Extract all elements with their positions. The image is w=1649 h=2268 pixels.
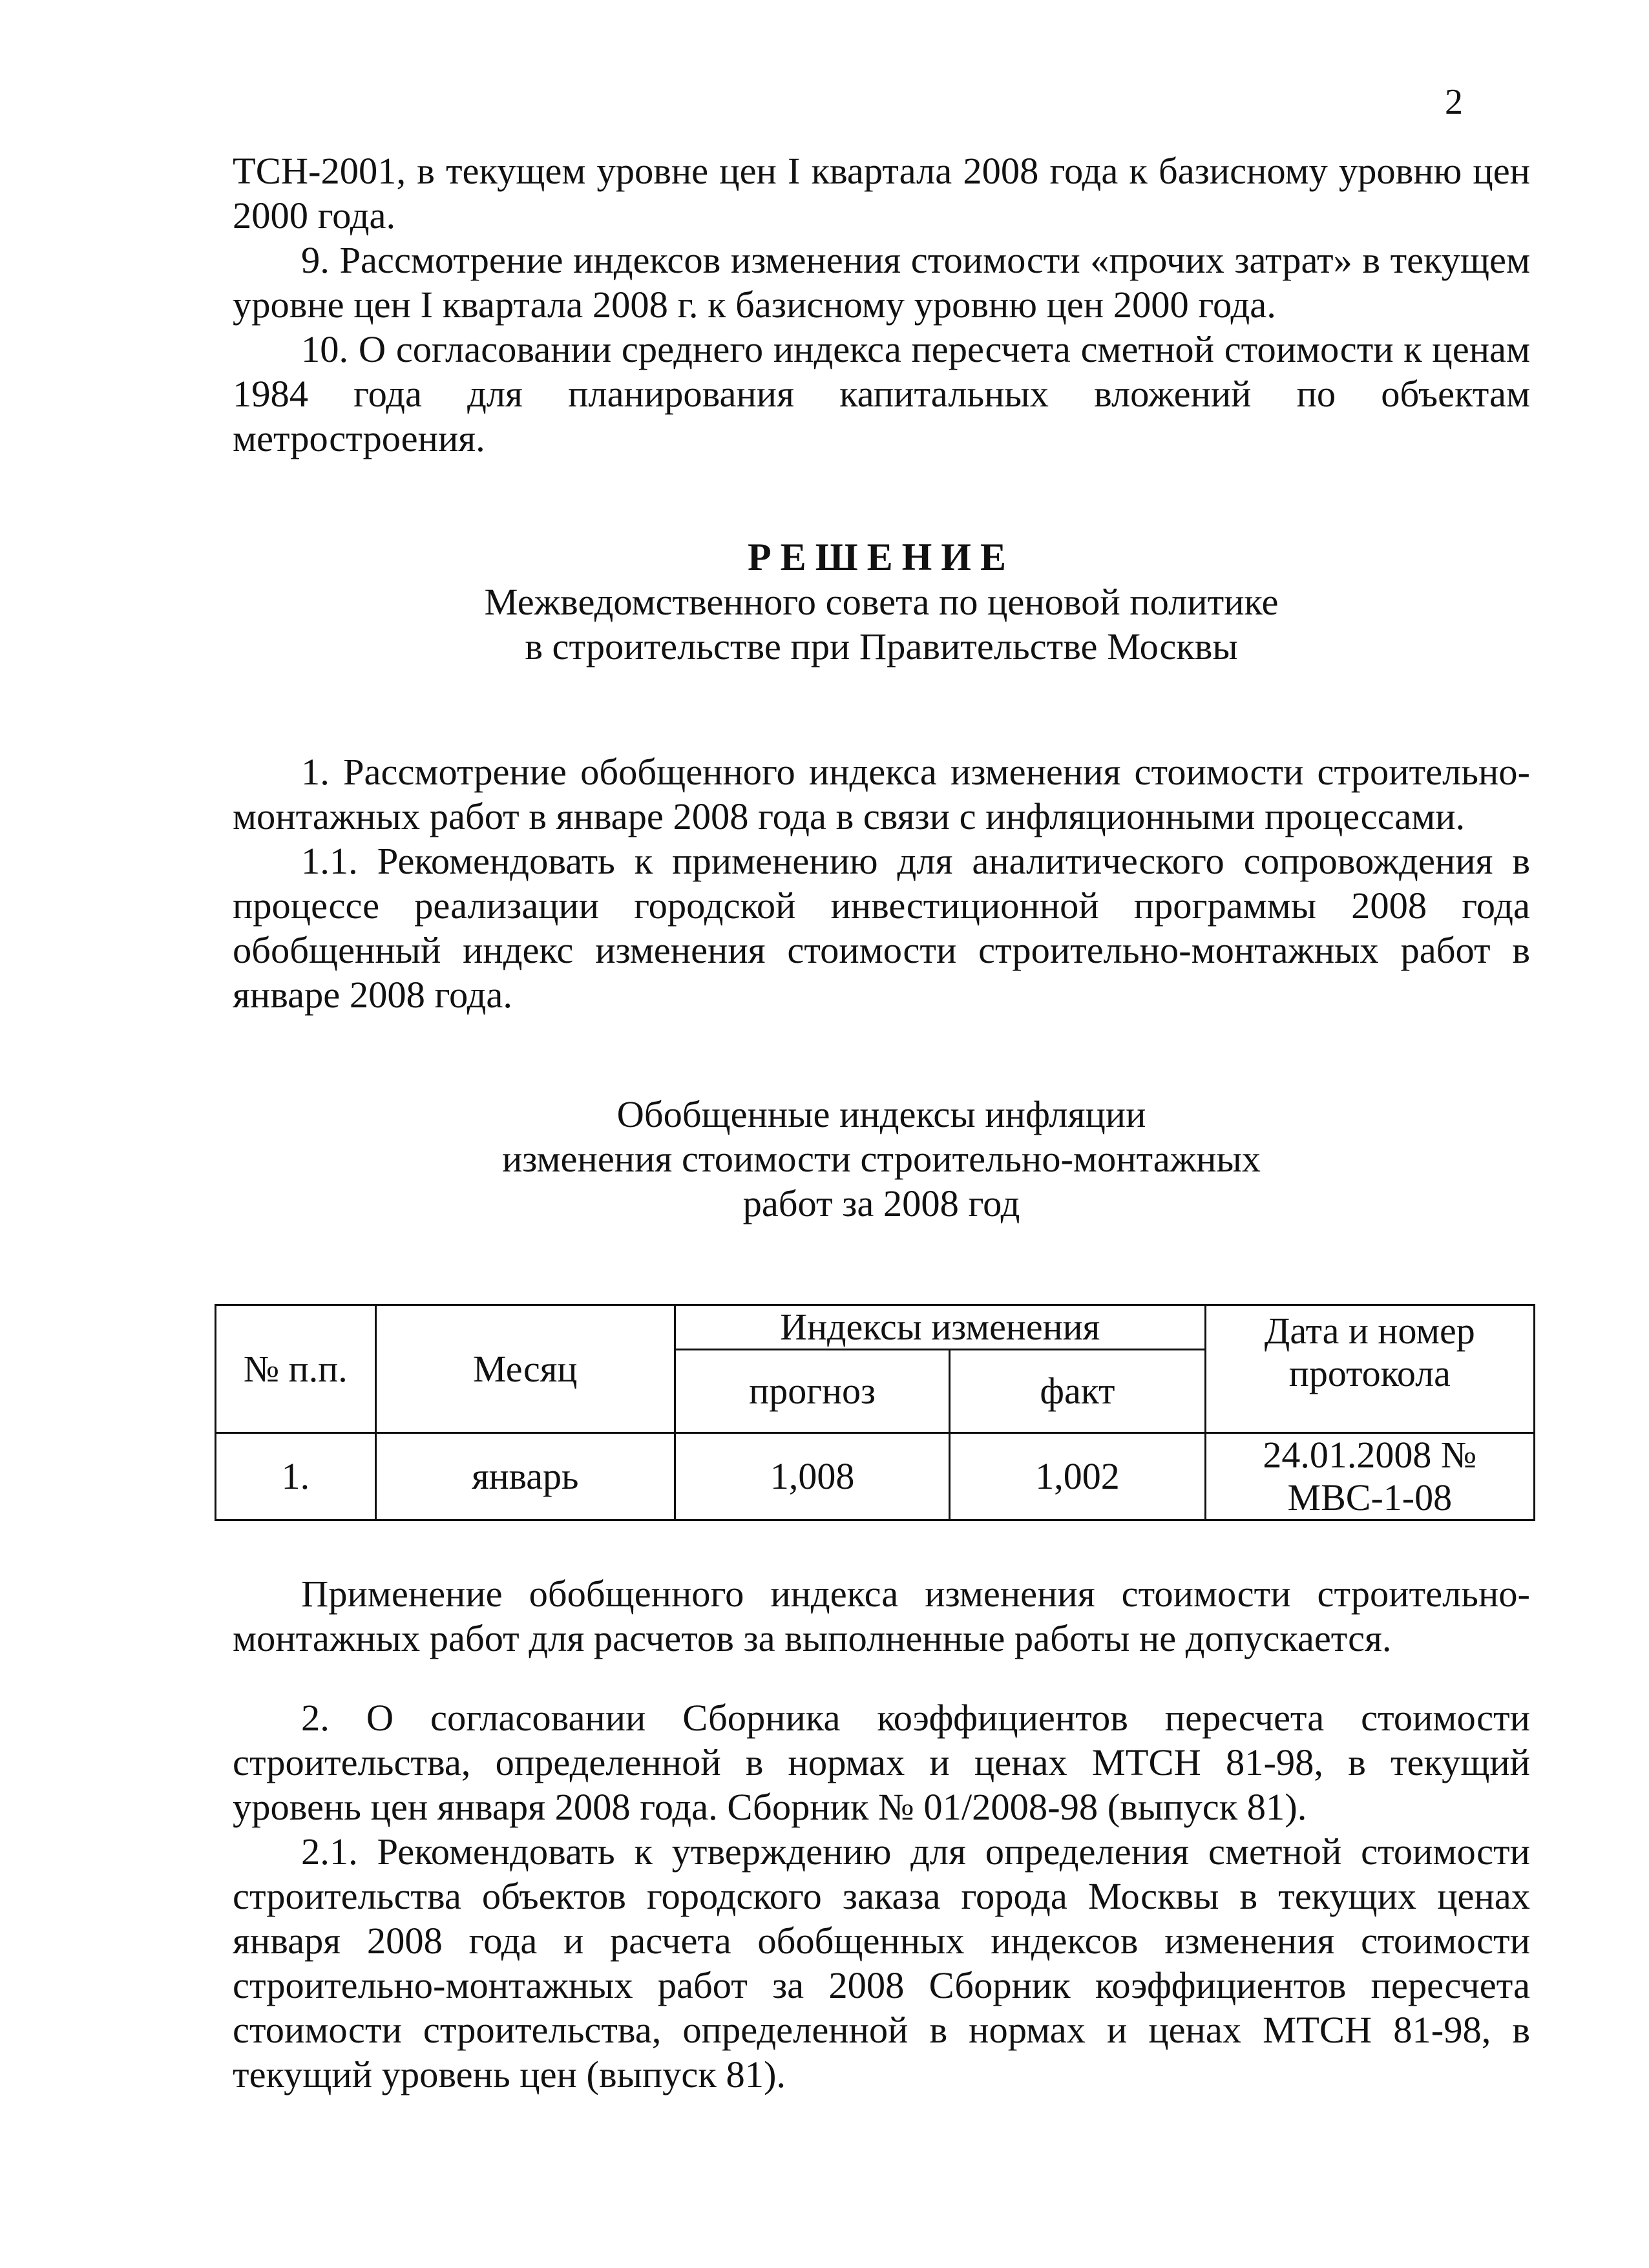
section1-text — [233, 750, 1530, 1017]
table-title-line1: Обобщенные индексы инфляции — [616, 1093, 1146, 1135]
section2-item-2: 2. О согласовании Сборника коэффициентов пересчета стоимости строительства, определенной в нормах и ценах МТСН 81-98, в текущий уровень цен января 2008 года. Сборник № 01/2008-98 (выпуск 81). — [233, 1697, 1530, 1828]
section1-item-1-1: 1.1. Рекомендовать к применению для аналитического сопровождения в процессе реализации городской инвестиционной программы 2008 года обобщенный индекс изменения стоимости строительно-монтажных работ в январе 2008 года. — [233, 840, 1530, 1016]
header-protocol — [1205, 1305, 1534, 1433]
intro-text — [233, 149, 1530, 461]
after-table-text — [233, 1571, 1530, 1661]
cell-fact: 1,002 — [950, 1433, 1205, 1520]
header-num: № п.п. — [216, 1305, 376, 1433]
header-protocol-line2: протокола — [1288, 1352, 1451, 1394]
after-table-note: Применение обобщенного индекса изменения стоимости строительно-монтажных работ для расчетов за выполненные работы не допускается. — [233, 1573, 1530, 1659]
inflation-index-table — [215, 1304, 1535, 1521]
decision-subtitle-line1: Межведомственного совета по ценовой политике — [484, 581, 1279, 623]
section2-item-2-1: 2.1. Рекомендовать к утверждению для определения сметной стоимости строительства объектов городского заказа города Москвы в текущих ценах января 2008 года и расчета обобщенных индексов изменения стоимости строительно-монтажных работ за 2008 Сборник коэффициентов пересчета стоимости строительства, определенной в нормах и ценах МТСН 81-98, в текущий уровень цен (выпуск 81). — [233, 1831, 1530, 2095]
table-title-line3: работ за 2008 год — [742, 1182, 1020, 1224]
decision-title: РЕШЕНИЕ — [748, 536, 1015, 578]
cell-month: январь — [375, 1433, 675, 1520]
table-title-line2: изменения стоимости строительно-монтажных — [501, 1138, 1261, 1180]
intro-item-10: 10. О согласовании среднего индекса пересчета сметной стоимости к ценам 1984 года для планирования капитальных вложений по объектам метростроения. — [233, 328, 1530, 459]
decision-subtitle-line2: в строительстве при Правительстве Москвы — [525, 625, 1238, 667]
intro-paragraph-continuation: ТСН-2001, в текущем уровне цен I квартала 2008 года к базисному уровню цен 2000 года. — [233, 150, 1530, 236]
table-row — [216, 1433, 1535, 1520]
header-forecast: прогноз — [675, 1350, 949, 1433]
header-indices: Индексы изменения — [675, 1305, 1205, 1350]
header-protocol-line1: Дата и номер — [1264, 1310, 1475, 1352]
table-header-row — [216, 1305, 1535, 1350]
cell-protocol-line2: МВС-1-08 — [1287, 1476, 1453, 1518]
page-number: 2 — [1445, 82, 1463, 122]
section1-item-1: 1. Рассмотрение обобщенного индекса изменения стоимости строительно-монтажных работ в январе 2008 года в связи с инфляционными процессами. — [233, 751, 1530, 837]
cell-num: 1. — [216, 1433, 376, 1520]
header-month: Месяц — [375, 1305, 675, 1433]
header-fact: факт — [950, 1350, 1205, 1433]
decision-heading-block — [233, 535, 1530, 669]
cell-forecast: 1,008 — [675, 1433, 949, 1520]
cell-protocol — [1205, 1433, 1534, 1520]
section2-text — [233, 1696, 1530, 2097]
table-title — [233, 1092, 1530, 1226]
cell-protocol-line1: 24.01.2008 № — [1263, 1434, 1477, 1476]
intro-item-9: 9. Рассмотрение индексов изменения стоимости «прочих затрат» в текущем уровне цен I квартала 2008 г. к базисному уровню цен 2000 года. — [233, 239, 1530, 326]
